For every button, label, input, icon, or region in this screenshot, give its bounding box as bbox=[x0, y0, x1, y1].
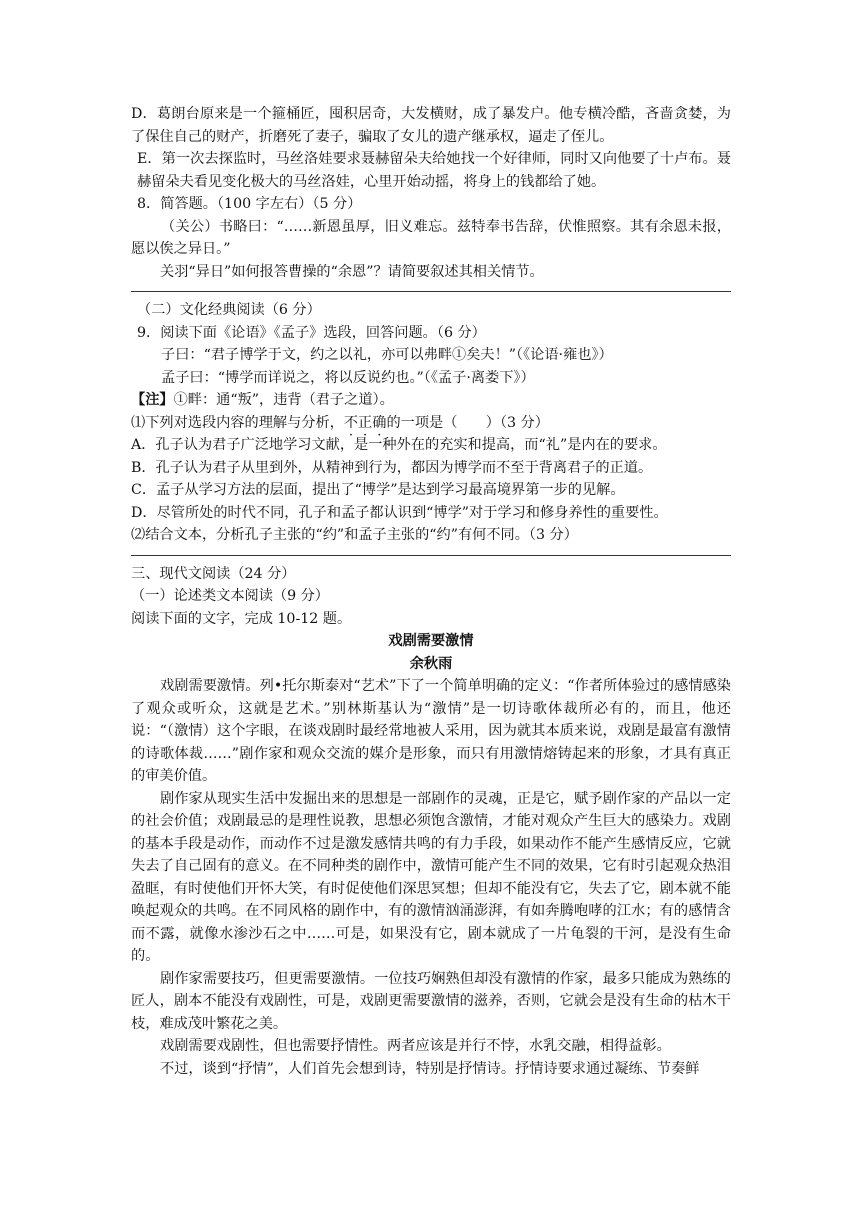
article-paragraph: 剧作家从现实生活中发掘出来的思想是一部剧作的灵魂，正是它，赋予剧作家的产品以一定的社会价值；戏剧最忌的是理性说教，思想必须饱含激情，才能对观众产生巨大的感染力。戏剧的基本手段是动作，而动作不过是激发感情共鸣的有力手段，如果动作不能产生感情反应，它就失去了自己固有的意义。在不同种类的剧作中，激情可能产生不同的效果，它有时引起观众热泪盈眶，有时使他们开怀大笑，有时促使他们深思冥想；但却不能没有它，失去了它，剧本就不能唤起观众的共鸣。在不同风格的剧作中，有的激情汹涌澎湃，有如奔腾咆哮的江水；有的感情含而不露，就像水渗沙石之中……可是，如果没有它，剧本就成了一片龟裂的干河，是没有生命的。 bbox=[131, 790, 731, 964]
sub-question-1 bbox=[131, 412, 731, 435]
option-a: A．孔子认为君子广泛地学习文献，是一种外在的充实和提高，而“礼”是内在的要求。 bbox=[131, 437, 667, 453]
sub-question-1-pre: ⑴下列对选段内容的理解与分析， bbox=[131, 414, 344, 431]
section-2-heading: （二）文化经典阅读（6 分） bbox=[137, 302, 321, 318]
option-d: D．尽管所处的时代不同，孔子和孟子都认识到“博学”对于学习和修身养性的重要性。 bbox=[131, 504, 668, 521]
option-d-top: D．葛朗台原来是一个箍桶匠，囤积居奇，大发横财，成了暴发户。他专横冷酷，吝啬贪婪，为了保住自己的财产，折磨死了妻子，骗取了女儿的遗产继承权，逼走了侄儿。 bbox=[131, 106, 731, 145]
section-3-heading: 三、现代文阅读（24 分） bbox=[131, 565, 296, 582]
note-text: ①畔：通“叛”，违背（君子之道）。 bbox=[173, 392, 394, 408]
emphasis-char: 正 bbox=[358, 414, 373, 431]
quote-lunyu: 子曰：“君子博学于文，约之以礼，亦可以弗畔①矣夫！”（《论语·雍也》） bbox=[161, 347, 613, 363]
article-paragraph: 戏剧需要戏剧性，但也需要抒情性。两者应该是并行不悖，水乳交融，相得益彰。 bbox=[160, 1038, 671, 1054]
question-9-stem: 9．阅读下面《论语》《孟子》选段，回答问题。（6 分） bbox=[137, 324, 486, 341]
section-3-subheading: （一）论述类文本阅读（9 分） bbox=[131, 588, 329, 604]
article-paragraph: 戏剧需要激情。列•托尔斯泰对“艺术”下了一个简单明确的定义：“作者所体验过的感情感染了观众或听众，这就是艺术。”别林斯基认为“激情”是一切诗歌体裁所必有的，而且，他还说：“（激情）这个字眼，在谈戏剧时最经常地被人采用，因为就其本质来说，戏剧是最富有激情的诗歌体裁……”剧作家和观众交流的媒介是形象，而只有用激情熔铸起来的形象，才具有真正的审美价值。 bbox=[131, 678, 731, 784]
section-divider bbox=[131, 291, 731, 292]
article-title: 戏剧需要激情 bbox=[388, 633, 474, 649]
question-8-prompt: 关羽“异日”如何报答曹操的“余恩”？请简要叙述其相关情节。 bbox=[160, 263, 544, 280]
question-8-quote: （关公）书略曰：“……新恩虽厚，旧义难忘。兹特奉书告辞，伏惟照察。其有余恩未报，愿以俟之异日。” bbox=[131, 218, 731, 257]
section-divider bbox=[131, 555, 731, 556]
sub-question-2: ⑵结合文本，分析孔子主张的“约”和孟子主张的“约”有何不同。（3 分） bbox=[131, 527, 578, 543]
quote-mengzi: 孟子曰：“博学而详说之，将以反说约也。”（《孟子·离娄下》） bbox=[161, 369, 535, 386]
emphasis-char: 确 bbox=[372, 414, 387, 431]
article-author: 余秋雨 bbox=[409, 655, 453, 672]
option-e-top: E．第一次去探监时，马丝洛娃要求聂赫留朵夫给她找一个好律师，同时又向他要了十卢布。聂赫留朵夫看见变化极大的马丝洛娃，心里开始动摇，将身上的钱都给了她。 bbox=[137, 151, 731, 190]
article-paragraph: 不过，谈到“抒情”，人们首先会想到诗，特别是抒情诗。抒情诗要求通过凝练、节奏鲜 bbox=[160, 1060, 700, 1077]
exam-page bbox=[131, 103, 731, 1080]
sub-question-1-post: 的一项是（ ）（3 分） bbox=[386, 414, 549, 431]
note bbox=[131, 389, 731, 412]
option-c: C．孟子从学习方法的层面，提出了“博学”是达到学习最高境界第一步的见解。 bbox=[131, 482, 625, 498]
emphasis-char: 不 bbox=[343, 414, 359, 431]
question-8-stem: 8．简答题。（100 字左右）（5 分） bbox=[137, 196, 362, 212]
article-paragraph: 剧作家需要技巧，但更需要激情。一位技巧娴熟但却没有激情的作家，最多只能成为熟练的匠人，剧本不能没有戏剧性，可是，戏剧更需要激情的滋养，否则，它就会是没有生命的枯木干枝，难成茂叶繁花之美。 bbox=[131, 970, 731, 1032]
reading-instruction: 阅读下面的文字，完成 10-12 题。 bbox=[131, 610, 352, 627]
note-label: 【注】 bbox=[131, 392, 174, 408]
option-b: B．孔子认为君子从里到外，从精神到行为，都因为博学而不至于背离君子的正道。 bbox=[131, 459, 653, 476]
